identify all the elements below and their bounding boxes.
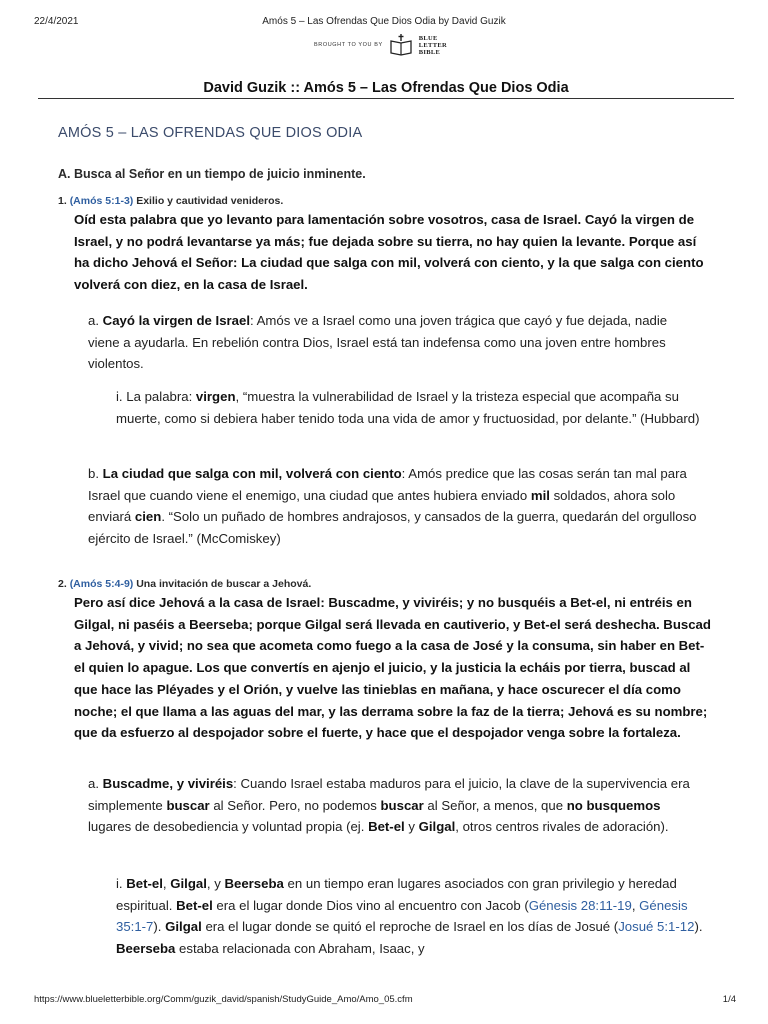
- scripture-passage: Oíd esta palabra que yo levanto para lamentación sobre vosotros, casa de Israel. Cayó la virgen de Israel, y no podrá levantarse ya más; fue dejada sobre su tierra, no hay quien la levante. Porque así ha dicho Jehová el Señor: La ciudad que salga con mil, volverá con ciento, y la que salga con ciento volverá con diez, en la casa de Israel.: [74, 212, 704, 293]
- commentary-b: b. La ciudad que salga con mil, volverá con ciento: Amós predice que las cosas serán tan mal para Israel que cuando viene el enemigo, una ciudad que antes hubiera enviado mil soldados, ahora solo enviará cien. “Solo un puñado de hombres andrajosos, y cansados de la guerra, quedarán del orgulloso ejército de Israel.” (McComiskey): [88, 466, 697, 547]
- section-title: AMÓS 5 – LAS OFRENDAS QUE DIOS ODIA: [58, 125, 363, 141]
- print-page-number: 1/4: [722, 994, 736, 1005]
- brand-name: BLUE LETTER BIBLE: [418, 34, 447, 56]
- brought-to-you-by: BROUGHT TO YOU BY: [314, 42, 383, 48]
- genesis-35-link[interactable]: Génesis 35:1-7: [116, 897, 688, 935]
- scripture-passage: Pero así dice Jehová a la casa de Israel: Buscadme, y viviréis; y no busquéis a Bet-el, ni entréis en Gilgal, ni paséis a Beerseba; porque Gilgal será llevada en cautiverio, y Bet-el será deshecha. Buscad a Jehová, y vivid; no sea que acometa como fuego a la casa de José y la consuma, sin haber en Bet-el quien lo apague. Los que convertís en ajenjo el juicio, y la justicia la echáis por tierra, buscad al que hace las Pléyades y el Orión, y vuelve las tinieblas en mañana, y hace oscurecer el día como noche; el que llama a las aguas del mar, y las derrama sobre la faz de la tierra; Jehová es su nombre; que da esfuerzo al despojador sobre el fuerte, y hace que el despojador venga sobre la fortaleza.: [74, 595, 711, 741]
- commentary-i: i. La palabra: virgen, “muestra la vulnerabilidad de Israel y la tristeza especial que acompaña su muerte, como si debiera haber tenido toda una vida de amor y fructuosidad, por delante.” (Hubbard): [116, 389, 700, 426]
- brand-block[interactable]: [314, 33, 447, 57]
- josue-5-link[interactable]: Josué 5:1-12: [618, 919, 695, 935]
- scripture-ref-link[interactable]: (Amós 5:1-3): [69, 195, 134, 207]
- subheading-a: A. Busca al Señor en un tiempo de juicio inminente.: [58, 167, 366, 181]
- commentary-i: i. Bet-el, Gilgal, y Beerseba en un tiempo eran lugares asociados con gran privilegio y heredad espiritual. Bet-el era el lugar donde Dios vino al encuentro con Jacob (Génesis 28:11-19, Génesis 35:1-7). Gilgal era el lugar donde se quitó el reproche de Israel en los días de Josué (Josué 5:1-12). Beerseba estaba relacionada con Abraham, Isaac, y: [116, 876, 703, 957]
- scripture-ref-link[interactable]: (Amós 5:4-9): [69, 578, 134, 590]
- genesis-28-link[interactable]: Génesis 28:11-19: [528, 897, 632, 913]
- point-1-header: 1. (Amós 5:1-3) Exilio y cautividad venideros.: [58, 195, 284, 207]
- print-date: 22/4/2021: [34, 16, 79, 27]
- book-cross-icon: [389, 33, 413, 57]
- print-title: Amós 5 – Las Ofrendas Que Dios Odia by David Guzik: [262, 16, 506, 27]
- page-heading: David Guzik :: Amós 5 – Las Ofrendas Que Dios Odia: [38, 80, 734, 99]
- point-2-header: 2. (Amós 5:4-9) Una invitación de buscar a Jehová.: [58, 578, 312, 590]
- commentary-a: a. Cayó la virgen de Israel: Amós ve a Israel como una joven trágica que cayó y fue dejada, nadie viene a ayudarla. En rebelión contra Dios, Israel está tan indefensa como una joven entre hombres violentos.: [88, 313, 668, 372]
- commentary-a: a. Buscadme, y viviréis: Cuando Israel estaba maduros para el juicio, la clave de la supervivencia era simplemente buscar al Señor. Pero, no podemos buscar al Señor, a menos, que no busquemos lugares de desobediencia y voluntad propia (ej. Bet-el y Gilgal, otros centros rivales de adoración).: [88, 776, 690, 835]
- print-footer-url: https://www.blueletterbible.org/Comm/guzik_david/spanish/StudyGuide_Amo/Amo_05.cfm: [34, 994, 413, 1005]
